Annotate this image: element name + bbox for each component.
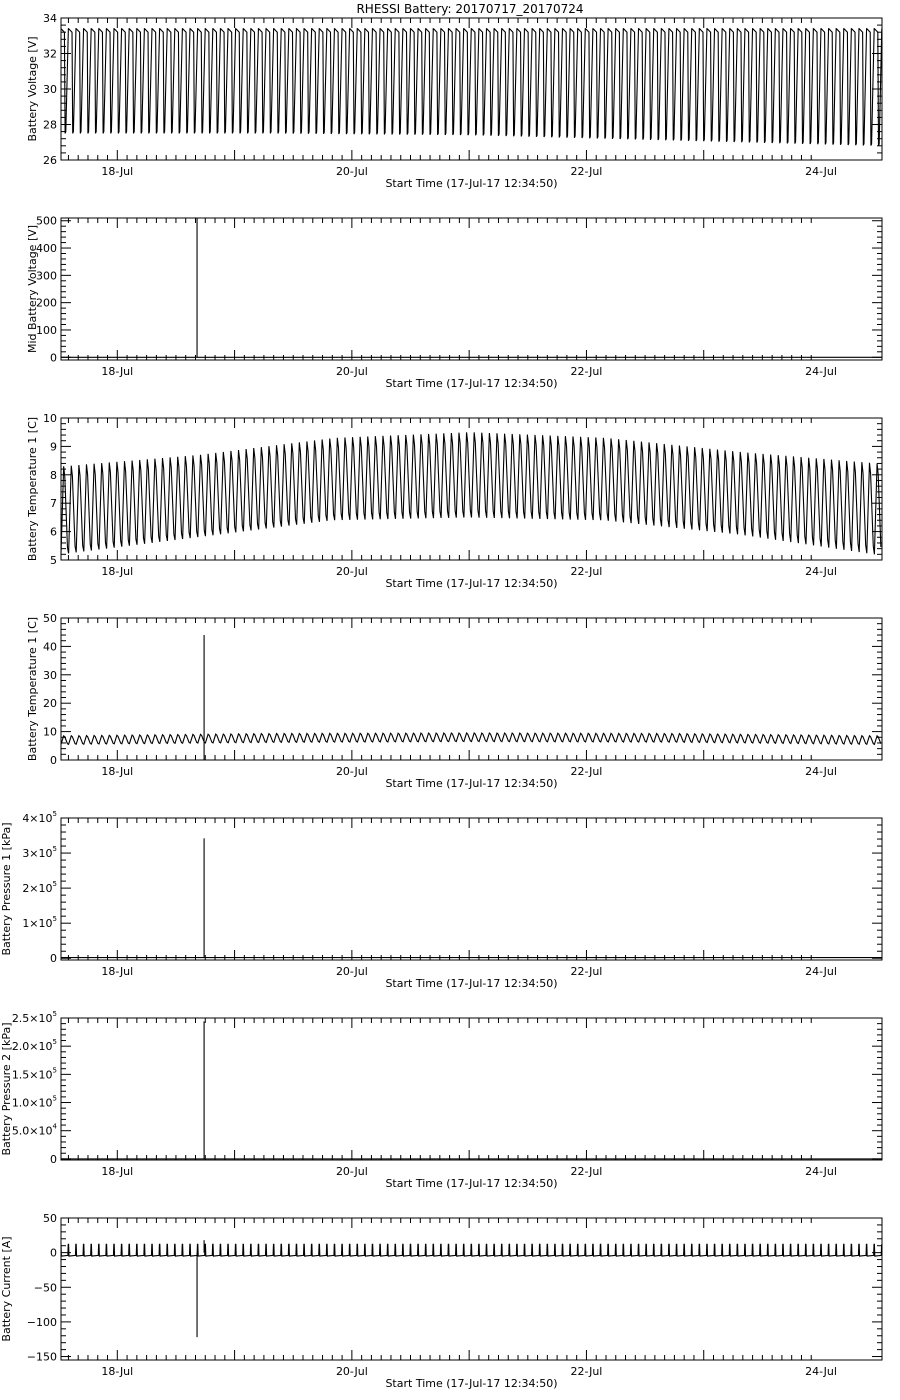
series-line bbox=[61, 29, 882, 146]
y-tick-mantissa: 2.5×10 bbox=[11, 1012, 53, 1025]
y-axis-title: Battery Pressure 2 [kPa] bbox=[0, 1022, 13, 1156]
y-tick-exponent: 5 bbox=[52, 1010, 57, 1018]
x-tick-label: 18-Jul bbox=[101, 1365, 134, 1378]
chart-panel bbox=[0, 810, 882, 990]
x-tick-label: 18-Jul bbox=[101, 1165, 134, 1178]
y-tick-label: 7 bbox=[50, 497, 57, 511]
plot-frame bbox=[61, 1218, 882, 1360]
series-line bbox=[61, 1244, 882, 1256]
y-tick-label: 40 bbox=[43, 640, 57, 654]
x-axis-title: Start Time (17-Jul-17 12:34:50) bbox=[385, 1377, 558, 1390]
y-axis-title: Mid Battery Voltage [V] bbox=[26, 224, 39, 354]
series-line bbox=[61, 432, 881, 554]
y-tick-label: 5 bbox=[50, 554, 57, 567]
y-tick-label bbox=[22, 845, 57, 860]
plot-frame bbox=[61, 818, 882, 960]
y-tick-label bbox=[12, 1095, 57, 1110]
x-tick-label: 20-Jul bbox=[335, 965, 368, 978]
y-tick-label: 28 bbox=[43, 118, 57, 132]
x-tick-label: 22-Jul bbox=[570, 765, 603, 778]
y-tick-label: 400 bbox=[36, 242, 57, 256]
y-tick-label bbox=[22, 915, 57, 930]
x-tick-label: 20-Jul bbox=[335, 1365, 368, 1378]
y-tick-exponent: 5 bbox=[52, 1066, 57, 1075]
y-tick-label: 50 bbox=[43, 1212, 57, 1225]
y-tick-exponent: 5 bbox=[52, 1038, 57, 1047]
y-tick-label: −150 bbox=[26, 1350, 57, 1364]
y-axis-title: Battery Temperature 1 [C] bbox=[26, 616, 39, 762]
chart-panel bbox=[26, 612, 882, 790]
y-tick-label: 0 bbox=[50, 1152, 57, 1166]
x-tick-label: 22-Jul bbox=[570, 1165, 603, 1178]
y-tick-mantissa: 1×10 bbox=[22, 917, 53, 931]
x-tick-label: 22-Jul bbox=[570, 965, 603, 978]
y-tick-mantissa: 1.5×10 bbox=[11, 1068, 53, 1082]
x-tick-label: 24-Jul bbox=[805, 165, 837, 178]
y-tick-label: 30 bbox=[43, 668, 57, 682]
x-axis-title: Start Time (17-Jul-17 12:34:50) bbox=[385, 777, 558, 790]
chart-panel bbox=[26, 12, 882, 190]
figure-title: RHESSI Battery: 20170717_20170724 bbox=[356, 2, 584, 16]
y-tick-label bbox=[12, 1066, 57, 1081]
x-axis-title: Start Time (17-Jul-17 12:34:50) bbox=[385, 577, 558, 590]
y-tick-label: 0 bbox=[50, 351, 57, 365]
x-tick-label: 24-Jul bbox=[805, 565, 837, 578]
chart-panels bbox=[0, 12, 882, 1390]
x-axis-title: Start Time (17-Jul-17 12:34:50) bbox=[385, 177, 558, 190]
y-tick-mantissa: 5.0×10 bbox=[11, 1124, 53, 1138]
series-line bbox=[61, 733, 881, 744]
y-tick-label: 500 bbox=[36, 214, 57, 228]
y-tick-label: 50 bbox=[43, 612, 57, 625]
chart-panel bbox=[0, 1010, 882, 1190]
x-tick-label: 24-Jul bbox=[805, 765, 837, 778]
y-tick-label: 34 bbox=[43, 12, 57, 25]
plot-frame bbox=[61, 1018, 882, 1160]
y-tick-label: 100 bbox=[36, 323, 57, 337]
y-tick-label: 8 bbox=[50, 468, 57, 482]
y-tick-exponent: 5 bbox=[52, 810, 57, 818]
x-axis-title: Start Time (17-Jul-17 12:34:50) bbox=[385, 1177, 558, 1190]
y-tick-label bbox=[22, 880, 57, 895]
y-tick-label bbox=[12, 1010, 57, 1025]
x-tick-label: 22-Jul bbox=[570, 365, 603, 378]
x-tick-label: 20-Jul bbox=[335, 1165, 368, 1178]
x-tick-label: 18-Jul bbox=[101, 365, 134, 378]
y-tick-label: 200 bbox=[36, 296, 57, 310]
y-axis-title: Battery Current [A] bbox=[0, 1236, 13, 1342]
x-tick-label: 18-Jul bbox=[101, 565, 134, 578]
y-axis-title: Battery Temperature 1 [C] bbox=[26, 416, 39, 562]
y-tick-label: 30 bbox=[43, 83, 57, 96]
x-tick-label: 24-Jul bbox=[805, 1365, 837, 1378]
x-tick-label: 22-Jul bbox=[570, 1365, 603, 1378]
y-tick-exponent: 5 bbox=[52, 1094, 57, 1103]
x-tick-label: 18-Jul bbox=[101, 965, 134, 978]
y-tick-exponent: 5 bbox=[52, 880, 57, 889]
y-tick-label: 32 bbox=[43, 47, 57, 61]
y-tick-label bbox=[12, 1123, 58, 1138]
y-tick-mantissa: 2.0×10 bbox=[11, 1040, 53, 1054]
y-tick-mantissa: 4×10 bbox=[22, 812, 53, 825]
x-tick-label: 20-Jul bbox=[335, 365, 368, 378]
x-tick-label: 22-Jul bbox=[570, 565, 603, 578]
y-tick-label: 0 bbox=[50, 754, 57, 767]
x-axis-title: Start Time (17-Jul-17 12:34:50) bbox=[385, 377, 558, 390]
x-tick-label: 18-Jul bbox=[101, 165, 134, 178]
y-axis-title: Battery Voltage [V] bbox=[26, 36, 39, 142]
y-tick-label: 9 bbox=[50, 440, 57, 454]
y-tick-exponent: 4 bbox=[52, 1122, 57, 1131]
chart-panel bbox=[26, 215, 882, 390]
y-tick-label: −100 bbox=[26, 1315, 57, 1329]
y-tick-label: 26 bbox=[43, 154, 57, 167]
x-tick-label: 18-Jul bbox=[101, 765, 134, 778]
y-tick-label: 10 bbox=[43, 725, 57, 739]
y-axis-title: Battery Pressure 1 [kPa] bbox=[0, 822, 13, 956]
y-tick-label: 6 bbox=[50, 525, 57, 539]
y-tick-exponent: 5 bbox=[52, 915, 57, 924]
chart-panel bbox=[0, 1212, 882, 1390]
y-tick-label: 10 bbox=[43, 412, 57, 425]
y-tick-exponent: 5 bbox=[52, 845, 57, 854]
y-tick-label bbox=[12, 1038, 57, 1053]
x-tick-label: 24-Jul bbox=[805, 1165, 837, 1178]
x-tick-label: 20-Jul bbox=[335, 165, 368, 178]
y-tick-label: 0 bbox=[50, 1246, 57, 1260]
y-tick-label: 0 bbox=[50, 952, 57, 966]
y-tick-label: −50 bbox=[33, 1281, 57, 1295]
y-tick-label bbox=[22, 810, 57, 825]
y-tick-label: 20 bbox=[43, 697, 57, 711]
y-tick-mantissa: 1.0×10 bbox=[11, 1096, 53, 1110]
x-tick-label: 24-Jul bbox=[805, 365, 837, 378]
x-tick-label: 24-Jul bbox=[805, 965, 837, 978]
chart-panel bbox=[26, 412, 882, 590]
x-tick-label: 20-Jul bbox=[335, 565, 368, 578]
plot-frame bbox=[61, 218, 882, 360]
y-tick-mantissa: 2×10 bbox=[22, 882, 53, 896]
x-tick-label: 22-Jul bbox=[570, 165, 603, 178]
x-axis-title: Start Time (17-Jul-17 12:34:50) bbox=[385, 977, 558, 990]
x-tick-label: 20-Jul bbox=[335, 765, 368, 778]
y-tick-mantissa: 3×10 bbox=[22, 847, 53, 861]
y-tick-label: 300 bbox=[36, 269, 57, 283]
